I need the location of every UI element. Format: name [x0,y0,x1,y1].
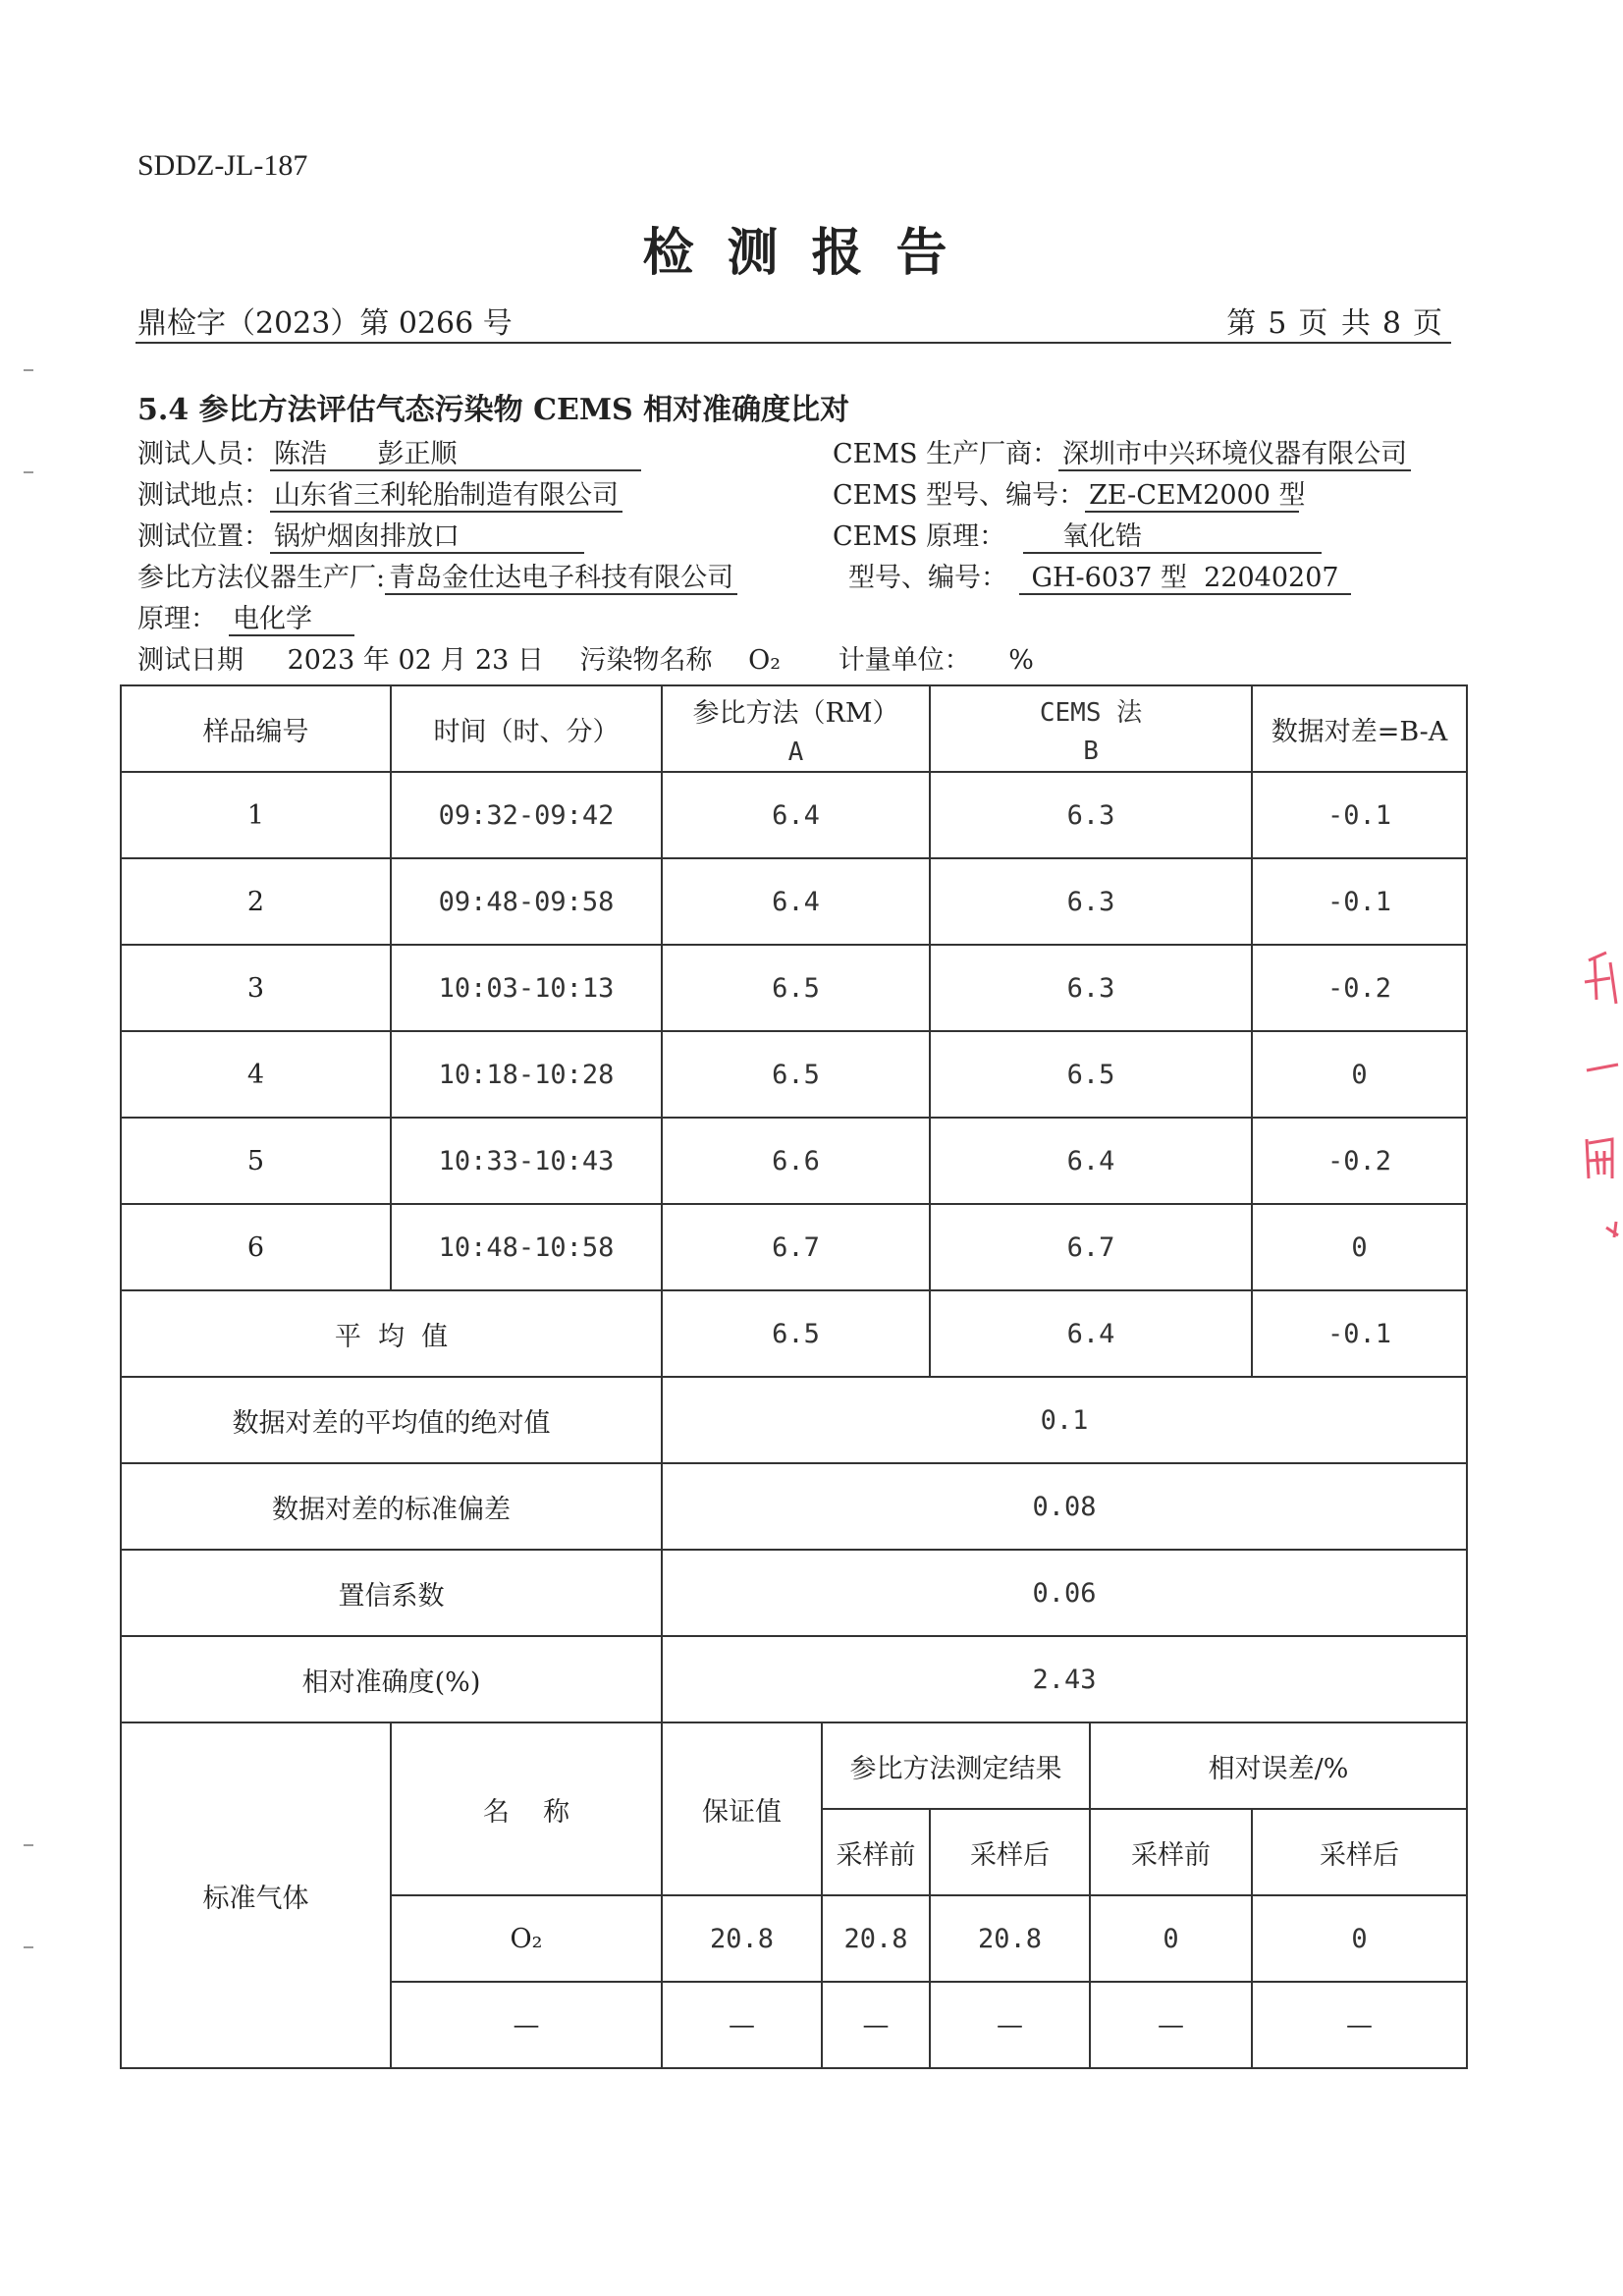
header-diff: 数据对差=B-A [1252,685,1467,772]
gas-ref-after-header: 采样后 [930,1809,1090,1895]
ref-value-cell: 6.5 [662,945,930,1031]
stat-value: 0.08 [662,1463,1467,1550]
principle-label: 原理： [137,604,217,634]
time-cell: 10:33-10:43 [391,1118,662,1204]
cems-model-value: ZE-CEM2000 型 [1085,480,1299,513]
report-title: 检测报告 [642,223,981,283]
principle-value: 电化学 [229,604,354,636]
average-row [121,1290,1467,1377]
position-label: 测试位置： [137,521,270,552]
cems-value-cell: 6.3 [930,945,1252,1031]
gas-err-after-header: 采样后 [1252,1809,1467,1895]
stat-row [121,1636,1467,1722]
gas-ref-after: — [930,1982,1090,2068]
gas-name: — [391,1982,662,2068]
cems-model-label: CEMS 型号、编号： [833,480,1086,511]
cems-value-cell: 6.5 [930,1031,1252,1118]
principle-field [137,597,354,636]
gas-ref-before-header: 采样前 [822,1809,930,1895]
sample-no-cell: 6 [121,1204,391,1290]
site-label: 测试地点： [137,480,270,511]
ref-value-cell: 6.5 [662,1031,930,1118]
testers-label: 测试人员： [137,439,270,469]
gas-section-label: 标准气体 [121,1722,391,2068]
partial-seal-stamp [1567,943,1623,1247]
scan-mark [24,1844,33,1846]
table-row [121,1204,1467,1290]
model-field [848,556,1351,595]
average-a: 6.5 [662,1290,930,1377]
header-cems-sub: B [1083,736,1099,766]
table-row [121,1031,1467,1118]
pollutant-label: 污染物名称 [579,645,713,676]
page-label-mid: 页 共 [1298,306,1373,341]
scan-mark [24,1946,33,1948]
stat-label: 数据对差的标准偏差 [121,1463,662,1550]
comparison-table [120,684,1468,2069]
gas-guarantee-header: 保证值 [662,1722,822,1895]
position-field [137,515,584,554]
gas-header-row-1 [121,1722,1467,1809]
gas-err-after: 0 [1252,1895,1467,1982]
table-row [121,945,1467,1031]
ref-value-cell: 6.7 [662,1204,930,1290]
sample-no-cell: 5 [121,1118,391,1204]
gas-ref-before: — [822,1982,930,2068]
sample-no-cell: 1 [121,772,391,858]
sample-no-cell: 2 [121,858,391,945]
stat-label: 相对准确度(%) [121,1636,662,1722]
page-indicator [1226,299,1444,342]
header-ref-method [662,685,930,772]
stat-row [121,1550,1467,1636]
header-ref-method-label: 参比方法（RM） [692,697,899,729]
gas-ref-result-header: 参比方法测定结果 [822,1722,1090,1809]
cems-model-field [833,473,1306,513]
date-value: 2023 年 02 月 23 日 [287,645,544,676]
header-cems-label: CEMS 法 [1039,697,1143,728]
header-divider [135,342,1451,344]
site-field [137,473,622,513]
header-sample-no: 样品编号 [121,685,391,772]
time-cell: 10:03-10:13 [391,945,662,1031]
ref-maker-label: 参比方法仪器生产厂: [137,563,386,593]
diff-value-cell: -0.2 [1252,945,1467,1031]
gas-name-header: 名 称 [391,1722,662,1895]
cems-value-cell: 6.7 [930,1204,1252,1290]
cems-maker-value: 深圳市中兴环境仪器有限公司 [1058,439,1411,471]
page-label-suffix: 页 [1413,306,1444,341]
average-label: 平 均 值 [121,1290,662,1377]
table-header-row [121,685,1467,772]
header-time: 时间（时、分） [391,685,662,772]
cems-maker-field [833,432,1411,471]
sample-no-cell: 3 [121,945,391,1031]
scan-mark [24,369,33,371]
table-row [121,772,1467,858]
model-label: 型号、编号： [848,563,1007,593]
diff-value-cell: -0.1 [1252,772,1467,858]
gas-name: O₂ [391,1895,662,1982]
ref-maker-value: 青岛金仕达电子科技有限公司 [385,563,737,595]
gas-err-before: — [1090,1982,1252,2068]
ref-value-cell: 6.4 [662,772,930,858]
header-ref-method-sub: A [787,737,804,767]
ref-maker-field [137,556,737,595]
header-cems [930,685,1252,772]
diff-value-cell: 0 [1252,1031,1467,1118]
cems-maker-label: CEMS 生产厂商： [833,439,1059,469]
gas-rel-error-header: 相对误差/% [1090,1722,1467,1809]
date-line [137,638,1034,677]
stat-value: 2.43 [662,1636,1467,1722]
sample-no-cell: 4 [121,1031,391,1118]
page-label-prefix: 第 [1226,306,1259,341]
page-current: 5 [1268,306,1289,341]
table-row [121,1118,1467,1204]
testers-value: 陈浩 彭正顺 [270,439,641,471]
page-total: 8 [1381,306,1403,341]
time-cell: 09:48-09:58 [391,858,662,945]
gas-err-before: 0 [1090,1895,1252,1982]
diff-value-cell: 0 [1252,1204,1467,1290]
cems-principle-value: 氧化锆 [1023,521,1322,554]
diff-value-cell: -0.2 [1252,1118,1467,1204]
testers-field [137,432,641,471]
diff-value-cell: -0.1 [1252,858,1467,945]
gas-ref-after: 20.8 [930,1895,1090,1982]
model-value: GH-6037 型 22040207 [1019,563,1351,595]
date-label: 测试日期 [137,645,243,676]
gas-ref-before: 20.8 [822,1895,930,1982]
gas-guarantee: — [662,1982,822,2068]
gas-err-before-header: 采样前 [1090,1809,1252,1895]
cems-principle-field [833,515,1322,554]
cems-principle-label: CEMS 原理： [833,521,1006,552]
average-b: 6.4 [930,1290,1252,1377]
position-value: 锅炉烟囱排放口 [270,521,584,554]
cems-value-cell: 6.3 [930,858,1252,945]
site-value: 山东省三利轮胎制造有限公司 [270,480,622,513]
report-number: 鼎检字（2023）第 0266 号 [137,306,513,341]
stat-label: 置信系数 [121,1550,662,1636]
stat-row [121,1463,1467,1550]
stat-row [121,1377,1467,1463]
document-code: SDDZ-JL-187 [137,149,308,182]
gas-err-after: — [1252,1982,1467,2068]
cems-value-cell: 6.4 [930,1118,1252,1204]
scan-mark [24,471,33,473]
stat-value: 0.06 [662,1550,1467,1636]
time-cell: 10:48-10:58 [391,1204,662,1290]
stat-value: 0.1 [662,1377,1467,1463]
pollutant-value: O₂ [748,645,782,676]
ref-value-cell: 6.4 [662,858,930,945]
unit-value: % [1008,645,1034,676]
gas-guarantee: 20.8 [662,1895,822,1982]
unit-label: 计量单位： [838,645,971,676]
table-row [121,858,1467,945]
ref-value-cell: 6.6 [662,1118,930,1204]
section-title: 5.4 参比方法评估气态污染物 CEMS 相对准确度比对 [137,393,850,427]
cems-value-cell: 6.3 [930,772,1252,858]
time-cell: 10:18-10:28 [391,1031,662,1118]
average-diff: -0.1 [1252,1290,1467,1377]
time-cell: 09:32-09:42 [391,772,662,858]
stat-label: 数据对差的平均值的绝对值 [121,1377,662,1463]
